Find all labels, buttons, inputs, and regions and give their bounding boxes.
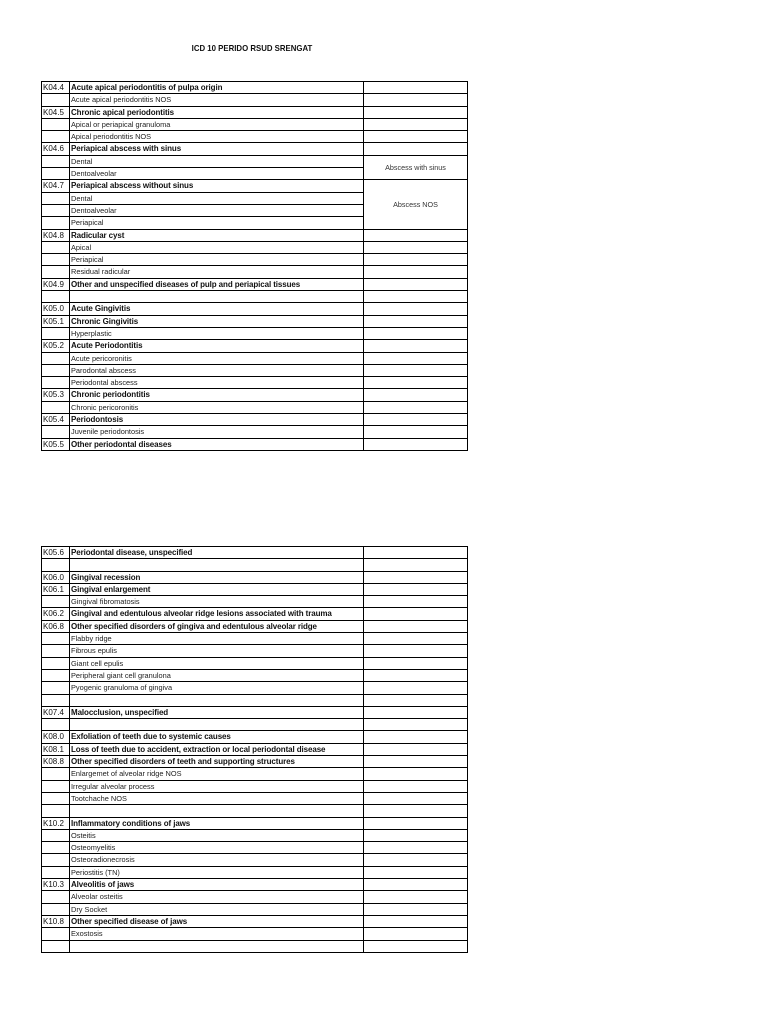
note-cell xyxy=(364,389,468,401)
diagnosis-description-cell: Flabby ridge xyxy=(70,633,364,645)
icd-code-cell: K05.5 xyxy=(42,438,70,450)
diagnosis-description-cell: Malocclusion, unspecified xyxy=(70,706,364,718)
table-row xyxy=(42,879,468,891)
diagnosis-description-cell: Parodontal abscess xyxy=(70,364,364,376)
table-row xyxy=(42,241,468,253)
icd-code-cell xyxy=(42,669,70,681)
note-cell xyxy=(364,106,468,118)
icd-code-cell xyxy=(42,192,70,204)
note-cell: Abscess with sinus xyxy=(364,155,468,180)
table-row xyxy=(42,254,468,266)
table-row xyxy=(42,94,468,106)
icd-code-cell xyxy=(42,694,70,706)
note-cell xyxy=(364,229,468,241)
note-cell xyxy=(364,780,468,792)
note-cell xyxy=(364,719,468,731)
note-cell xyxy=(364,131,468,143)
icd-code-cell: K05.0 xyxy=(42,303,70,315)
icd-code-cell xyxy=(42,254,70,266)
diagnosis-description-cell xyxy=(70,291,364,303)
note-cell xyxy=(364,866,468,878)
table-row xyxy=(42,401,468,413)
note-cell xyxy=(364,657,468,669)
empty-row xyxy=(42,805,468,817)
table-row xyxy=(42,364,468,376)
icd-table-1 xyxy=(41,81,468,451)
icd-code-cell xyxy=(42,866,70,878)
note-cell xyxy=(364,401,468,413)
empty-row xyxy=(42,291,468,303)
note-cell xyxy=(364,278,468,290)
diagnosis-description-cell: Radicular cyst xyxy=(70,229,364,241)
table-row xyxy=(42,756,468,768)
table-row xyxy=(42,266,468,278)
diagnosis-description-cell: Juvenile periodontosis xyxy=(70,426,364,438)
note-cell xyxy=(364,94,468,106)
note-cell xyxy=(364,327,468,339)
table-row xyxy=(42,438,468,450)
icd-code-cell: K07.4 xyxy=(42,706,70,718)
diagnosis-description-cell: Acute pericoronitis xyxy=(70,352,364,364)
table-row xyxy=(42,682,468,694)
table-row xyxy=(42,583,468,595)
icd-code-cell xyxy=(42,928,70,940)
diagnosis-description-cell: Dental xyxy=(70,192,364,204)
note-cell xyxy=(364,303,468,315)
icd-code-cell xyxy=(42,327,70,339)
diagnosis-description-cell: Acute Periodontitis xyxy=(70,340,364,352)
diagnosis-description-cell: Acute Gingivitis xyxy=(70,303,364,315)
diagnosis-description-cell: Enlargemet of alveolar ridge NOS xyxy=(70,768,364,780)
note-cell xyxy=(364,633,468,645)
diagnosis-description-cell: Chronic periodontitis xyxy=(70,389,364,401)
diagnosis-description-cell: Pyogenic granuloma of gingiva xyxy=(70,682,364,694)
diagnosis-description-cell: Periapical abscess with sinus xyxy=(70,143,364,155)
table-row xyxy=(42,596,468,608)
diagnosis-description-cell: Alveolar osteitis xyxy=(70,891,364,903)
icd-code-cell xyxy=(42,377,70,389)
diagnosis-description-cell: Acute apical periodontitis NOS xyxy=(70,94,364,106)
icd-code-cell: K10.3 xyxy=(42,879,70,891)
table-row xyxy=(42,706,468,718)
table-row xyxy=(42,928,468,940)
note-cell xyxy=(364,571,468,583)
table-row xyxy=(42,842,468,854)
table-row xyxy=(42,620,468,632)
table-row xyxy=(42,854,468,866)
diagnosis-description-cell: Other specified disorders of gingiva and edentulous alveolar ridge xyxy=(70,620,364,632)
icd-code-cell: K04.7 xyxy=(42,180,70,192)
note-cell xyxy=(364,792,468,804)
diagnosis-description-cell: Periapical xyxy=(70,217,364,229)
note-cell xyxy=(364,903,468,915)
note-cell xyxy=(364,118,468,130)
icd-code-cell xyxy=(42,633,70,645)
note-cell xyxy=(364,928,468,940)
icd-code-cell xyxy=(42,118,70,130)
icd-code-cell xyxy=(42,155,70,167)
icd-table-2 xyxy=(41,546,468,953)
icd-code-cell xyxy=(42,559,70,571)
diagnosis-description-cell: Periostitis (TN) xyxy=(70,866,364,878)
table-row xyxy=(42,414,468,426)
icd-code-cell xyxy=(42,204,70,216)
note-cell xyxy=(364,706,468,718)
note-cell xyxy=(364,645,468,657)
diagnosis-description-cell: Gingival and edentulous alveolar ridge lesions associated with trauma xyxy=(70,608,364,620)
diagnosis-description-cell: Apical periodontitis NOS xyxy=(70,131,364,143)
note-cell xyxy=(364,829,468,841)
icd-code-cell xyxy=(42,768,70,780)
icd-code-cell xyxy=(42,168,70,180)
icd-code-cell: K08.1 xyxy=(42,743,70,755)
icd-code-cell: K10.8 xyxy=(42,915,70,927)
table-row xyxy=(42,669,468,681)
table-row xyxy=(42,915,468,927)
icd-code-cell xyxy=(42,719,70,731)
empty-row xyxy=(42,559,468,571)
diagnosis-description-cell: Dry Socket xyxy=(70,903,364,915)
icd-code-cell: K05.2 xyxy=(42,340,70,352)
icd-code-cell: K05.3 xyxy=(42,389,70,401)
icd-code-cell xyxy=(42,217,70,229)
note-cell xyxy=(364,817,468,829)
empty-row xyxy=(42,940,468,952)
table-row xyxy=(42,82,468,94)
diagnosis-description-cell: Apical or periapical granuloma xyxy=(70,118,364,130)
table-row xyxy=(42,817,468,829)
diagnosis-description-cell: Periodontal disease, unspecified xyxy=(70,547,364,559)
note-cell xyxy=(364,879,468,891)
note-cell: Abscess NOS xyxy=(364,180,468,229)
icd-code-cell xyxy=(42,131,70,143)
note-cell xyxy=(364,315,468,327)
note-cell xyxy=(364,82,468,94)
diagnosis-description-cell: Other specified disorders of teeth and supporting structures xyxy=(70,756,364,768)
diagnosis-description-cell: Peripheral giant cell granulona xyxy=(70,669,364,681)
note-cell xyxy=(364,805,468,817)
diagnosis-description-cell: Osteitis xyxy=(70,829,364,841)
table-row xyxy=(42,547,468,559)
table-row xyxy=(42,608,468,620)
note-cell xyxy=(364,559,468,571)
icd-code-cell xyxy=(42,903,70,915)
diagnosis-description-cell: Exfoliation of teeth due to systemic causes xyxy=(70,731,364,743)
table-row xyxy=(42,903,468,915)
note-cell xyxy=(364,340,468,352)
note-cell xyxy=(364,266,468,278)
note-cell xyxy=(364,756,468,768)
table-row xyxy=(42,352,468,364)
note-cell xyxy=(364,254,468,266)
diagnosis-description-cell xyxy=(70,805,364,817)
table-row xyxy=(42,131,468,143)
diagnosis-description-cell: Periapical abscess without sinus xyxy=(70,180,364,192)
note-cell xyxy=(364,596,468,608)
diagnosis-description-cell: Residual radicular xyxy=(70,266,364,278)
table-row xyxy=(42,866,468,878)
diagnosis-description-cell: Gingival enlargement xyxy=(70,583,364,595)
icd-code-cell xyxy=(42,780,70,792)
diagnosis-description-cell: Dental xyxy=(70,155,364,167)
icd-code-cell xyxy=(42,596,70,608)
diagnosis-description-cell: Inflammatory conditions of jaws xyxy=(70,817,364,829)
diagnosis-description-cell: Loss of teeth due to accident, extraction or local periodontal disease xyxy=(70,743,364,755)
icd-code-cell xyxy=(42,829,70,841)
icd-code-cell xyxy=(42,352,70,364)
icd-code-cell xyxy=(42,364,70,376)
icd-code-cell xyxy=(42,682,70,694)
note-cell xyxy=(364,682,468,694)
icd-code-cell: K04.9 xyxy=(42,278,70,290)
icd-code-cell xyxy=(42,657,70,669)
note-cell xyxy=(364,364,468,376)
table-row xyxy=(42,426,468,438)
note-cell xyxy=(364,854,468,866)
note-cell xyxy=(364,608,468,620)
icd-code-cell: K05.4 xyxy=(42,414,70,426)
diagnosis-description-cell: Chronic pericoronitis xyxy=(70,401,364,413)
diagnosis-description-cell xyxy=(70,559,364,571)
icd-code-cell xyxy=(42,291,70,303)
table-row xyxy=(42,389,468,401)
icd-code-cell xyxy=(42,891,70,903)
diagnosis-description-cell: Other periodontal diseases xyxy=(70,438,364,450)
icd-code-cell: K06.0 xyxy=(42,571,70,583)
diagnosis-description-cell: Apical xyxy=(70,241,364,253)
note-cell xyxy=(364,583,468,595)
diagnosis-description-cell: Giant cell epulis xyxy=(70,657,364,669)
diagnosis-description-cell: Dentoalveolar xyxy=(70,204,364,216)
note-cell xyxy=(364,438,468,450)
table-row xyxy=(42,180,468,192)
diagnosis-description-cell: Osteomyelitis xyxy=(70,842,364,854)
table-row xyxy=(42,743,468,755)
empty-row xyxy=(42,694,468,706)
note-cell xyxy=(364,241,468,253)
diagnosis-description-cell: Irregular alveolar process xyxy=(70,780,364,792)
note-cell xyxy=(364,915,468,927)
icd-code-cell: K08.0 xyxy=(42,731,70,743)
table-row xyxy=(42,377,468,389)
icd-code-cell: K04.6 xyxy=(42,143,70,155)
icd-code-cell xyxy=(42,940,70,952)
icd-code-cell xyxy=(42,792,70,804)
icd-code-cell: K05.1 xyxy=(42,315,70,327)
note-cell xyxy=(364,291,468,303)
table-row xyxy=(42,891,468,903)
table-row xyxy=(42,571,468,583)
icd-code-cell: K04.5 xyxy=(42,106,70,118)
icd-code-cell: K10.2 xyxy=(42,817,70,829)
diagnosis-description-cell: Acute apical periodontitis of pulpa origin xyxy=(70,82,364,94)
table-row xyxy=(42,829,468,841)
diagnosis-description-cell: Alveolitis of jaws xyxy=(70,879,364,891)
diagnosis-description-cell: Tootchache NOS xyxy=(70,792,364,804)
diagnosis-description-cell: Periodontal abscess xyxy=(70,377,364,389)
icd-code-cell: K06.8 xyxy=(42,620,70,632)
table-row xyxy=(42,155,468,167)
diagnosis-description-cell: Chronic apical periodontitis xyxy=(70,106,364,118)
diagnosis-description-cell: Hyperplastic xyxy=(70,327,364,339)
note-cell xyxy=(364,143,468,155)
diagnosis-description-cell: Other and unspecified diseases of pulp and periapical tissues xyxy=(70,278,364,290)
icd-code-cell xyxy=(42,266,70,278)
diagnosis-description-cell: Periapical xyxy=(70,254,364,266)
note-cell xyxy=(364,842,468,854)
diagnosis-description-cell xyxy=(70,694,364,706)
icd-code-cell: K08.8 xyxy=(42,756,70,768)
note-cell xyxy=(364,377,468,389)
note-cell xyxy=(364,352,468,364)
icd-code-cell: K06.1 xyxy=(42,583,70,595)
empty-row xyxy=(42,719,468,731)
table-row xyxy=(42,278,468,290)
diagnosis-description-cell: Periodontosis xyxy=(70,414,364,426)
note-cell xyxy=(364,891,468,903)
diagnosis-description-cell: Exostosis xyxy=(70,928,364,940)
document-title: ICD 10 PERIDO RSUD SRENGAT xyxy=(191,43,313,53)
table-row xyxy=(42,143,468,155)
note-cell xyxy=(364,547,468,559)
diagnosis-description-cell: Gingival fibromatosis xyxy=(70,596,364,608)
table-row xyxy=(42,106,468,118)
note-cell xyxy=(364,731,468,743)
table-row xyxy=(42,633,468,645)
table-row xyxy=(42,780,468,792)
note-cell xyxy=(364,694,468,706)
icd-code-cell: K06.2 xyxy=(42,608,70,620)
icd-code-cell: K05.6 xyxy=(42,547,70,559)
table-row xyxy=(42,315,468,327)
note-cell xyxy=(364,426,468,438)
icd-code-cell xyxy=(42,426,70,438)
table-row xyxy=(42,303,468,315)
note-cell xyxy=(364,669,468,681)
table-row xyxy=(42,229,468,241)
table-row xyxy=(42,657,468,669)
icd-code-cell xyxy=(42,401,70,413)
diagnosis-description-cell xyxy=(70,719,364,731)
diagnosis-description-cell: Osteoradionecrosis xyxy=(70,854,364,866)
icd-code-cell xyxy=(42,842,70,854)
icd-code-cell: K04.4 xyxy=(42,82,70,94)
icd-code-cell xyxy=(42,241,70,253)
icd-code-cell xyxy=(42,805,70,817)
diagnosis-description-cell: Other specified disease of jaws xyxy=(70,915,364,927)
table-row xyxy=(42,731,468,743)
table-row xyxy=(42,327,468,339)
diagnosis-description-cell: Dentoalveolar xyxy=(70,168,364,180)
icd-code-cell xyxy=(42,854,70,866)
note-cell xyxy=(364,768,468,780)
table-row xyxy=(42,118,468,130)
diagnosis-description-cell: Chronic Gingivitis xyxy=(70,315,364,327)
table-row xyxy=(42,645,468,657)
diagnosis-description-cell: Fibrous epulis xyxy=(70,645,364,657)
note-cell xyxy=(364,620,468,632)
icd-code-cell xyxy=(42,645,70,657)
diagnosis-description-cell xyxy=(70,940,364,952)
icd-code-cell xyxy=(42,94,70,106)
note-cell xyxy=(364,743,468,755)
diagnosis-description-cell: Gingival recession xyxy=(70,571,364,583)
note-cell xyxy=(364,940,468,952)
note-cell xyxy=(364,414,468,426)
table-row xyxy=(42,768,468,780)
icd-code-cell: K04.8 xyxy=(42,229,70,241)
table-row xyxy=(42,792,468,804)
table-row xyxy=(42,340,468,352)
